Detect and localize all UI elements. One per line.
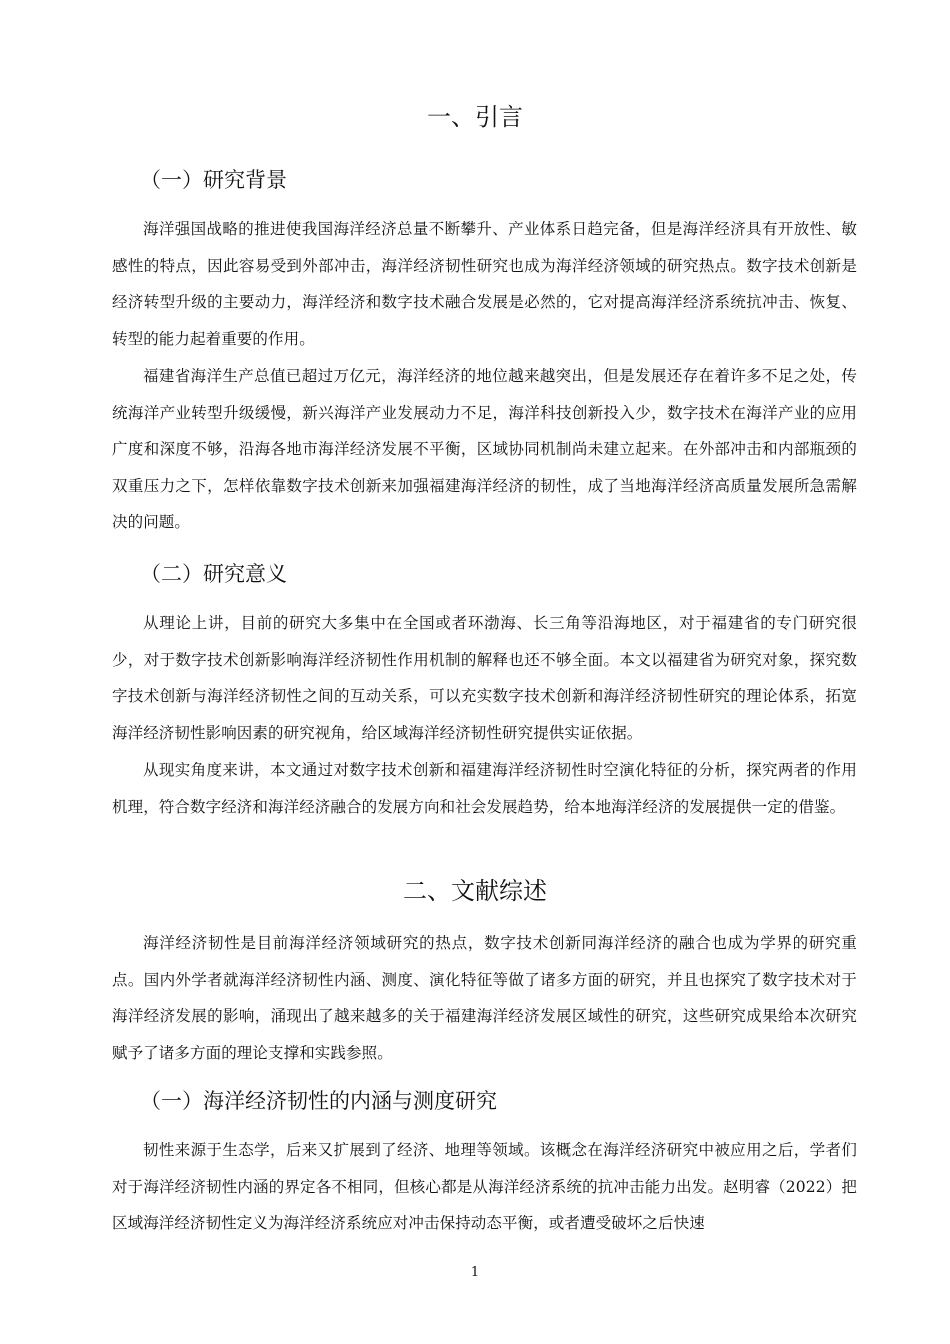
paragraph-literature-intro: 海洋经济韧性是目前海洋经济领域研究的热点，数字技术创新同海洋经济的融合也成为学界的研究重点。国内外学者就海洋经济韧性内涵、测度、演化特征等做了诸多方面的研究，并且也探究了数字技术对于海洋经济发展的影响，涌现出了越来越多的关于福建海洋经济发展区域性的研究，这些研究成果给本次研究赋予了诸多方面的理论支撑和实践参照。 — [112, 934, 857, 1062]
section-title-introduction: 一、引言 — [427, 103, 523, 131]
subsection-title-research-significance: （二）研究意义 — [140, 562, 287, 586]
section-title-literature-review: 二、文献综述 — [403, 877, 547, 905]
paragraph-background-2: 福建省海洋生产总值已超过万亿元，海洋经济的地位越来越突出，但是发展还存在着许多不足之处，传统海洋产业转型升级缓慢，新兴海洋产业发展动力不足，海洋科技创新投入少，数字技术在海洋产业的应用广度和深度不够，沿海各地市海洋经济发展不平衡，区域协同机制尚未建立起来。在外部冲击和内部瓶颈的双重压力之下，怎样依靠数字技术创新来加强福建海洋经济的韧性，成了当地海洋经济高质量发展所急需解决的问题。 — [112, 367, 857, 531]
paragraph-significance-2: 从现实角度来讲，本文通过对数字技术创新和福建海洋经济韧性时空演化特征的分析，探究两者的作用机理，符合数字经济和海洋经济融合的发展方向和社会发展趋势，给本地海洋经济的发展提供一定的借鉴。 — [112, 761, 857, 816]
paragraph-resilience-1: 韧性来源于生态学，后来又扩展到了经济、地理等领域。该概念在海洋经济研究中被应用之后，学者们对于海洋经济韧性内涵的界定各不相同，但核心都是从海洋经济系统的抗冲击能力出发。赵明睿（2022）把区域海洋经济韧性定义为海洋经济系统应对冲击保持动态平衡，或者遭受破坏之后快速 — [112, 1141, 857, 1232]
paragraph-background-1: 海洋强国战略的推进使我国海洋经济总量不断攀升、产业体系日趋完备，但是海洋经济具有开放性、敏感性的特点，因此容易受到外部冲击，海洋经济韧性研究也成为海洋经济领域的研究热点。数字技术创新是经济转型升级的主要动力，海洋经济和数字技术融合发展是必然的，它对提高海洋经济系统抗冲击、恢复、转型的能力起着重要的作用。 — [112, 220, 857, 348]
subsection-title-resilience-connotation: （一）海洋经济韧性的内涵与测度研究 — [140, 1089, 497, 1113]
page-number: 1 — [470, 1265, 480, 1280]
subsection-title-research-background: （一）研究背景 — [140, 168, 287, 192]
paragraph-significance-1: 从理论上讲，目前的研究大多集中在全国或者环渤海、长三角等沿海地区，对于福建省的专门研究很少，对于数字技术创新影响海洋经济韧性作用机制的解释也还不够全面。本文以福建省为研究对象，探究数字技术创新与海洋经济韧性之间的互动关系，可以充实数字技术创新和海洋经济韧性研究的理论体系，拓宽海洋经济韧性影响因素的研究视角，给区域海洋经济韧性研究提供实证依据。 — [112, 614, 857, 742]
